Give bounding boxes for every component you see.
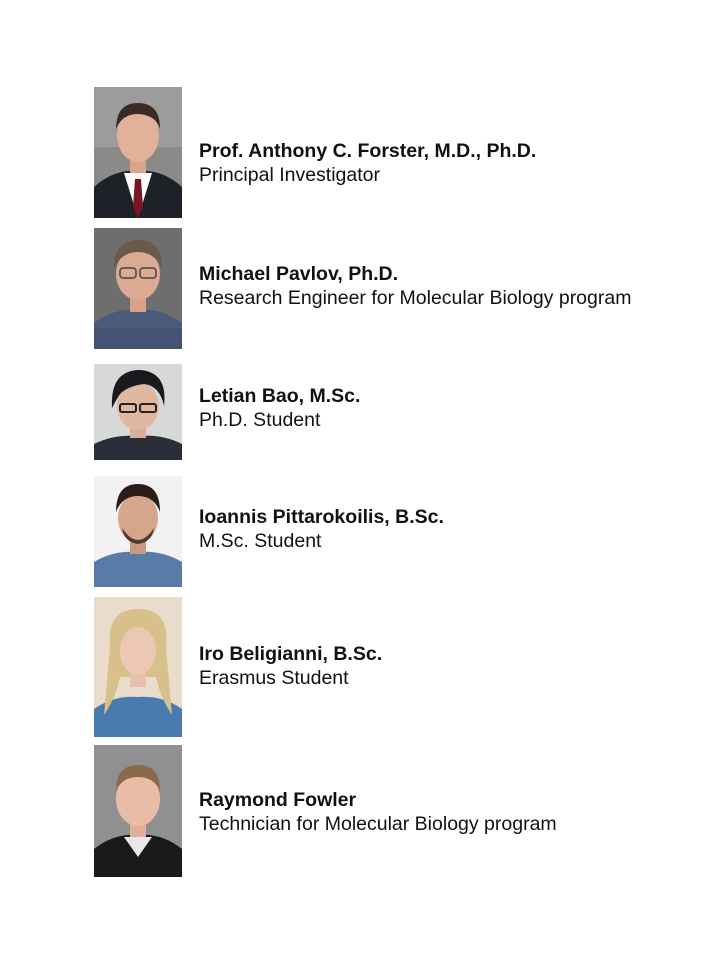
member-info [199,505,444,553]
member-info [199,262,631,310]
member-role: Erasmus Student [199,667,349,689]
member-info [199,139,536,187]
member-name: Raymond Fowler [199,789,357,811]
portrait-photo [94,597,182,737]
member-info [199,642,382,690]
member-role: M.Sc. Student [199,530,322,552]
member-info [199,384,360,432]
member-role: Research Engineer for Molecular Biology program [199,287,632,309]
member-name: Iro Beligianni, B.Sc. [199,643,383,665]
portrait-photo [94,228,182,349]
member-role: Ph.D. Student [199,409,321,431]
member-role: Technician for Molecular Biology program [199,813,557,835]
member-role: Principal Investigator [199,164,381,186]
portrait-photo [94,745,182,877]
portrait-photo [94,87,182,218]
member-name: Prof. Anthony C. Forster, M.D., Ph.D. [199,140,537,162]
member-name: Michael Pavlov, Ph.D. [199,263,399,285]
portrait-photo [94,364,182,460]
member-name: Letian Bao, M.Sc. [199,385,361,407]
member-info [199,788,557,836]
portrait-photo [94,476,182,587]
member-name: Ioannis Pittarokoilis, B.Sc. [199,506,444,528]
